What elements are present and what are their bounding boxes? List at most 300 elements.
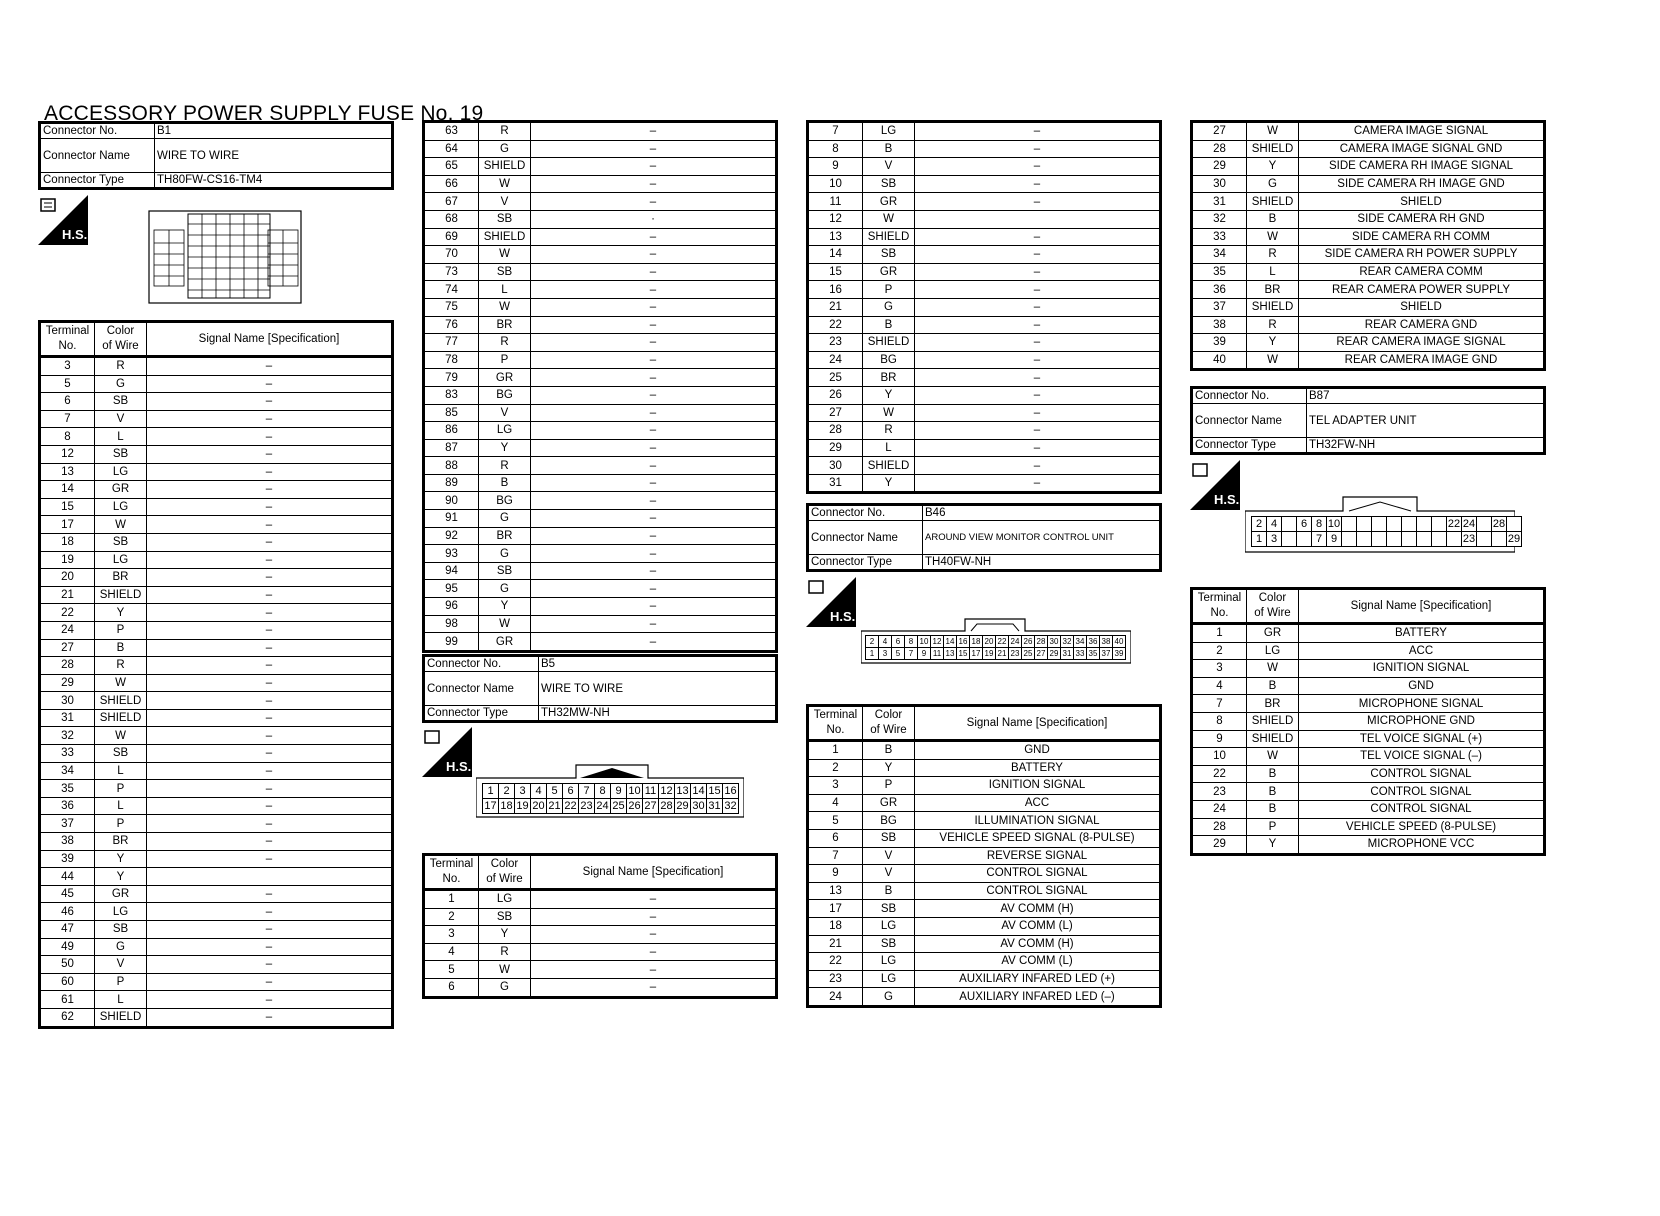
table-row	[424, 908, 777, 926]
terminal-cell: 87	[424, 439, 479, 457]
color-cell: SB	[95, 393, 147, 411]
signal-cell: –	[147, 393, 393, 411]
connector-pin: 26	[1021, 635, 1035, 648]
color-cell: G	[479, 978, 531, 997]
terminal-cell: 65	[424, 158, 479, 176]
terminal-cell: 68	[424, 210, 479, 228]
color-cell: SB	[863, 175, 915, 193]
table-row	[1192, 677, 1545, 695]
color-cell: SB	[479, 210, 531, 228]
signal-cell: –	[147, 973, 393, 991]
connector-pin: 27	[642, 798, 659, 814]
terminal-cell: 95	[424, 580, 479, 598]
connector-pin: 15	[706, 783, 723, 799]
signal-cell: –	[915, 457, 1161, 475]
table-row	[808, 369, 1161, 387]
color-cell: L	[863, 439, 915, 457]
terminal-cell: 44	[40, 868, 95, 886]
connector-pin	[1491, 531, 1507, 547]
color-cell: GR	[95, 481, 147, 499]
table-row	[808, 298, 1161, 316]
table-row	[40, 357, 393, 376]
connector-pin: 24	[1462, 518, 1476, 530]
signal-cell: –	[147, 903, 393, 921]
signal-cell: –	[915, 175, 1161, 193]
color-cell: LG	[95, 463, 147, 481]
terminal-cell: 35	[40, 780, 95, 798]
terminal-cell: 5	[424, 961, 479, 979]
signal-cell: TEL VOICE SIGNAL (+)	[1299, 730, 1545, 748]
signal-cell: –	[147, 586, 393, 604]
connector-no-value: B1	[155, 123, 393, 139]
terminal-cell: 37	[40, 815, 95, 833]
color-cell: B	[1247, 210, 1299, 228]
color-cell: SHIELD	[1247, 730, 1299, 748]
signal-cell: ILLUMINATION SIGNAL	[915, 812, 1161, 830]
color-cell: GR	[479, 369, 531, 387]
signal-cell: –	[147, 797, 393, 815]
terminal-cell: 6	[808, 829, 863, 847]
terminal-cell: 2	[424, 908, 479, 926]
hs-label: H.S.	[62, 227, 88, 242]
table-row	[808, 439, 1161, 457]
table-row	[1192, 836, 1545, 855]
signal-cell: –	[147, 375, 393, 393]
table-row	[1192, 624, 1545, 643]
terminal-cell: 25	[808, 369, 863, 387]
table-row	[424, 404, 777, 422]
signal-cell: –	[147, 956, 393, 974]
color-cell: W	[95, 516, 147, 534]
terminal-cell: 37	[1192, 298, 1247, 316]
signal-cell: ACC	[915, 794, 1161, 812]
signal-cell: –	[531, 457, 777, 475]
table-row	[424, 943, 777, 961]
signal-cell: GND	[1299, 677, 1545, 695]
connector-pin	[1356, 516, 1372, 532]
table-row	[1192, 193, 1545, 211]
signal-cell: –	[147, 533, 393, 551]
connector-pin: 11	[642, 783, 659, 799]
terminal-cell: 11	[808, 193, 863, 211]
table-row	[40, 621, 393, 639]
terminal-cell: 73	[424, 263, 479, 281]
color-cell: G	[863, 988, 915, 1007]
connector-pin: 33	[1073, 647, 1087, 660]
terminal-cell: 60	[40, 973, 95, 991]
table-row	[808, 386, 1161, 404]
b46-info	[806, 503, 1162, 572]
color-cell: SB	[95, 745, 147, 763]
terminal-cell: 3	[1192, 660, 1247, 678]
table-row	[424, 281, 777, 299]
terminal-cell: 39	[40, 850, 95, 868]
color-cell: Y	[1247, 836, 1299, 855]
signal-cell: –	[147, 991, 393, 1009]
connector-pin: 1	[482, 783, 499, 799]
terminal-no-header: Terminal No.	[1192, 589, 1247, 624]
signal-cell: –	[531, 351, 777, 369]
connector-pin	[1386, 516, 1402, 532]
signal-cell: AV COMM (H)	[915, 935, 1161, 953]
connector-pin: 14	[690, 783, 707, 799]
signal-cell: IGNITION SIGNAL	[1299, 660, 1545, 678]
terminal-cell: 4	[1192, 677, 1247, 695]
table-row	[40, 410, 393, 428]
terminal-cell: 17	[40, 516, 95, 534]
signal-cell: –	[147, 551, 393, 569]
harness-side-icon	[38, 195, 88, 245]
signal-cell: BATTERY	[1299, 624, 1545, 643]
connector-pin: 19	[514, 798, 531, 814]
connector-pin: 29	[674, 798, 691, 814]
table-row	[1192, 660, 1545, 678]
color-cell: BR	[863, 369, 915, 387]
signal-cell: –	[147, 850, 393, 868]
connector-type-value: TH32MW-NH	[539, 706, 777, 722]
signal-cell: –	[915, 298, 1161, 316]
connector-pin: 9	[917, 647, 931, 660]
signal-header: Signal Name [Specification]	[1299, 589, 1545, 624]
terminal-cell: 4	[808, 794, 863, 812]
color-cell: B	[479, 474, 531, 492]
terminal-cell: 79	[424, 369, 479, 387]
table-row	[424, 562, 777, 580]
color-cell: LG	[479, 422, 531, 440]
connector-pin: 2	[1251, 516, 1267, 532]
table-row	[424, 439, 777, 457]
color-cell: L	[1247, 263, 1299, 281]
signal-cell: –	[147, 639, 393, 657]
table-row	[808, 246, 1161, 264]
color-cell: B	[1247, 765, 1299, 783]
table-row	[808, 988, 1161, 1007]
terminal-cell: 14	[40, 481, 95, 499]
signal-cell: –	[147, 674, 393, 692]
signal-cell: –	[147, 445, 393, 463]
connector-pin: 32	[1060, 635, 1074, 648]
table-row	[40, 745, 393, 763]
connector-pin: 1	[865, 647, 879, 660]
signal-cell: –	[531, 228, 777, 246]
color-cell: V	[863, 158, 915, 176]
b1-connector-face	[148, 208, 303, 306]
connector-name-label: Connector Name	[424, 672, 539, 706]
color-cell: V	[479, 404, 531, 422]
b46-connector-face	[861, 617, 1131, 664]
connector-name-label: Connector Name	[808, 521, 923, 555]
color-cell: GR	[95, 885, 147, 903]
color-cell: Y	[863, 474, 915, 493]
terminal-cell: 1	[808, 741, 863, 760]
terminal-cell: 10	[808, 175, 863, 193]
terminal-cell: 29	[40, 674, 95, 692]
table-row	[40, 393, 393, 411]
signal-cell: –	[915, 246, 1161, 264]
color-cell: L	[95, 762, 147, 780]
signal-cell: –	[147, 921, 393, 939]
table-row	[1192, 263, 1545, 281]
connector-pin: 25	[1021, 647, 1035, 660]
terminal-cell: 75	[424, 298, 479, 316]
b5-pin-table-cont	[806, 120, 1162, 494]
table-row	[808, 794, 1161, 812]
color-cell: B	[95, 639, 147, 657]
terminal-no-header: Terminal No.	[808, 706, 863, 741]
color-cell: LG	[479, 890, 531, 909]
connector-pin: 23	[1008, 647, 1022, 660]
color-cell: R	[95, 657, 147, 675]
page-title: ACCESSORY POWER SUPPLY FUSE No. 19	[44, 102, 484, 125]
table-row	[1192, 228, 1545, 246]
connector-pin: 17	[482, 798, 499, 814]
connector-pin: 18	[498, 798, 515, 814]
signal-cell: –	[531, 961, 777, 979]
connector-no-label: Connector No.	[1192, 388, 1307, 404]
signal-cell: –	[147, 745, 393, 763]
terminal-cell: 49	[40, 938, 95, 956]
connector-pin	[1476, 531, 1492, 547]
table-row	[424, 457, 777, 475]
table-row	[40, 674, 393, 692]
color-cell: V	[479, 193, 531, 211]
terminal-cell: 12	[40, 445, 95, 463]
terminal-cell: 8	[40, 428, 95, 446]
color-header: Color of Wire	[479, 855, 531, 890]
signal-cell: –	[531, 439, 777, 457]
signal-cell: –	[147, 410, 393, 428]
color-cell: SHIELD	[479, 228, 531, 246]
signal-cell: VEHICLE SPEED SIGNAL (8-PULSE)	[915, 829, 1161, 847]
signal-cell: –	[531, 562, 777, 580]
terminal-cell: 85	[424, 404, 479, 422]
table-row	[808, 193, 1161, 211]
color-cell: V	[95, 956, 147, 974]
terminal-no-header: Terminal No.	[40, 322, 95, 357]
table-row	[40, 498, 393, 516]
terminal-cell: 10	[1192, 748, 1247, 766]
table-row	[40, 956, 393, 974]
table-row	[808, 935, 1161, 953]
connector-type-label: Connector Type	[1192, 438, 1307, 454]
color-header: Color of Wire	[95, 322, 147, 357]
color-cell: W	[863, 210, 915, 228]
signal-cell: –	[531, 316, 777, 334]
terminal-cell: 2	[1192, 642, 1247, 660]
connector-no-label: Connector No.	[40, 123, 155, 139]
signal-cell: –	[531, 246, 777, 264]
color-cell: Y	[95, 850, 147, 868]
color-cell: W	[1247, 228, 1299, 246]
signal-cell: MICROPHONE SIGNAL	[1299, 695, 1545, 713]
signal-cell: –	[531, 369, 777, 387]
terminal-cell: 22	[808, 316, 863, 334]
table-row	[808, 777, 1161, 795]
signal-cell: –	[147, 657, 393, 675]
connector-pin: 38	[1099, 635, 1113, 648]
terminal-cell: 22	[1192, 765, 1247, 783]
table-row	[808, 953, 1161, 971]
terminal-cell: 5	[808, 812, 863, 830]
signal-cell: –	[915, 263, 1161, 281]
color-cell: W	[95, 727, 147, 745]
signal-cell: –	[531, 263, 777, 281]
connector-pin: 2	[865, 635, 879, 648]
table-row	[808, 351, 1161, 369]
terminal-cell: 16	[808, 281, 863, 299]
connector-type-label: Connector Type	[808, 555, 923, 571]
signal-cell: –	[915, 140, 1161, 158]
color-cell: LG	[1247, 642, 1299, 660]
terminal-cell: 70	[424, 246, 479, 264]
table-row	[40, 445, 393, 463]
connector-pin: 27	[1034, 647, 1048, 660]
table-row	[808, 759, 1161, 777]
table-row	[424, 246, 777, 264]
color-cell: SB	[863, 246, 915, 264]
terminal-cell: 24	[808, 351, 863, 369]
signal-cell: SIDE CAMERA RH COMM	[1299, 228, 1545, 246]
color-cell: R	[95, 357, 147, 376]
signal-cell: ·	[531, 210, 777, 228]
color-cell: BG	[479, 492, 531, 510]
color-cell: B	[863, 140, 915, 158]
table-row	[808, 917, 1161, 935]
color-cell: BR	[1247, 695, 1299, 713]
color-cell: B	[863, 741, 915, 760]
signal-cell: –	[531, 890, 777, 909]
table-row	[424, 210, 777, 228]
signal-cell: –	[531, 175, 777, 193]
color-cell: G	[863, 298, 915, 316]
color-cell: SHIELD	[95, 1008, 147, 1027]
signal-cell: –	[915, 351, 1161, 369]
table-row	[424, 978, 777, 997]
table-row	[1192, 765, 1545, 783]
connector-pin: 19	[982, 647, 996, 660]
signal-cell: –	[147, 463, 393, 481]
terminal-cell: 27	[40, 639, 95, 657]
table-row	[808, 882, 1161, 900]
connector-pin: 30	[690, 798, 707, 814]
signal-cell: –	[915, 404, 1161, 422]
signal-cell: –	[915, 369, 1161, 387]
table-row	[1192, 316, 1545, 334]
b5-info	[422, 654, 778, 723]
table-row	[424, 263, 777, 281]
table-row	[808, 865, 1161, 883]
connector-pin: 16	[956, 635, 970, 648]
terminal-cell: 86	[424, 422, 479, 440]
connector-pin	[1446, 531, 1462, 547]
color-cell: W	[1247, 122, 1299, 141]
signal-cell: –	[147, 727, 393, 745]
terminal-cell: 24	[1192, 800, 1247, 818]
table-row	[424, 615, 777, 633]
signal-cell: MICROPHONE VCC	[1299, 836, 1545, 855]
b1-pin-table-b	[422, 120, 778, 653]
table-row	[424, 926, 777, 944]
color-header: Color of Wire	[1247, 589, 1299, 624]
color-cell: BR	[95, 833, 147, 851]
color-cell: B	[863, 316, 915, 334]
table-row	[1192, 122, 1545, 141]
connector-pin	[1386, 531, 1402, 547]
signal-cell: –	[531, 580, 777, 598]
connector-pin: 35	[1086, 647, 1100, 660]
signal-cell: SIDE CAMERA RH IMAGE GND	[1299, 175, 1545, 193]
signal-cell: –	[915, 158, 1161, 176]
connector-pin	[1341, 531, 1357, 547]
color-cell: BR	[95, 569, 147, 587]
table-row	[40, 885, 393, 903]
table-row	[808, 404, 1161, 422]
table-row	[40, 991, 393, 1009]
connector-pin: 28	[658, 798, 675, 814]
terminal-cell: 9	[808, 158, 863, 176]
signal-cell: REAR CAMERA COMM	[1299, 263, 1545, 281]
terminal-cell: 15	[808, 263, 863, 281]
color-cell: LG	[95, 498, 147, 516]
terminal-cell: 21	[808, 935, 863, 953]
signal-cell: AUXILIARY INFARED LED (+)	[915, 970, 1161, 988]
table-row	[424, 316, 777, 334]
terminal-cell: 13	[808, 228, 863, 246]
table-row	[40, 428, 393, 446]
connector-pin	[1416, 516, 1432, 532]
terminal-cell: 1	[424, 890, 479, 909]
signal-cell: –	[147, 815, 393, 833]
color-cell: SHIELD	[1247, 193, 1299, 211]
signal-cell: –	[147, 780, 393, 798]
color-cell: W	[1247, 660, 1299, 678]
terminal-cell: 28	[808, 422, 863, 440]
terminal-cell: 29	[1192, 836, 1247, 855]
connector-pin: 4	[1266, 516, 1282, 532]
terminal-cell: 90	[424, 492, 479, 510]
terminal-cell: 6	[424, 978, 479, 997]
terminal-cell: 30	[40, 692, 95, 710]
table-row	[808, 334, 1161, 352]
terminal-cell: 8	[808, 140, 863, 158]
connector-type-value: TH32FW-NH	[1307, 438, 1545, 454]
b87-connector-face	[1245, 495, 1521, 553]
table-row	[40, 868, 393, 886]
signal-cell: –	[531, 474, 777, 492]
connector-no-label: Connector No.	[808, 505, 923, 521]
svg-text:H.S.: H.S.	[830, 609, 856, 624]
table-row	[424, 527, 777, 545]
table-row	[808, 281, 1161, 299]
table-row	[1192, 158, 1545, 176]
signal-cell: –	[531, 122, 777, 141]
signal-cell: –	[531, 386, 777, 404]
signal-cell: –	[531, 298, 777, 316]
connector-pin: 31	[706, 798, 723, 814]
table-row	[808, 457, 1161, 475]
connector-pin: 16	[722, 783, 739, 799]
connector-pin: 10	[917, 635, 931, 648]
connector-pin	[1431, 531, 1447, 547]
terminal-cell: 2	[808, 759, 863, 777]
connector-pin: 4	[530, 783, 547, 799]
table-row	[40, 727, 393, 745]
color-cell: B	[1247, 677, 1299, 695]
signal-cell: –	[147, 604, 393, 622]
color-cell: R	[863, 422, 915, 440]
table-row	[1192, 210, 1545, 228]
connector-name-value: TEL ADAPTER UNIT	[1307, 404, 1545, 438]
